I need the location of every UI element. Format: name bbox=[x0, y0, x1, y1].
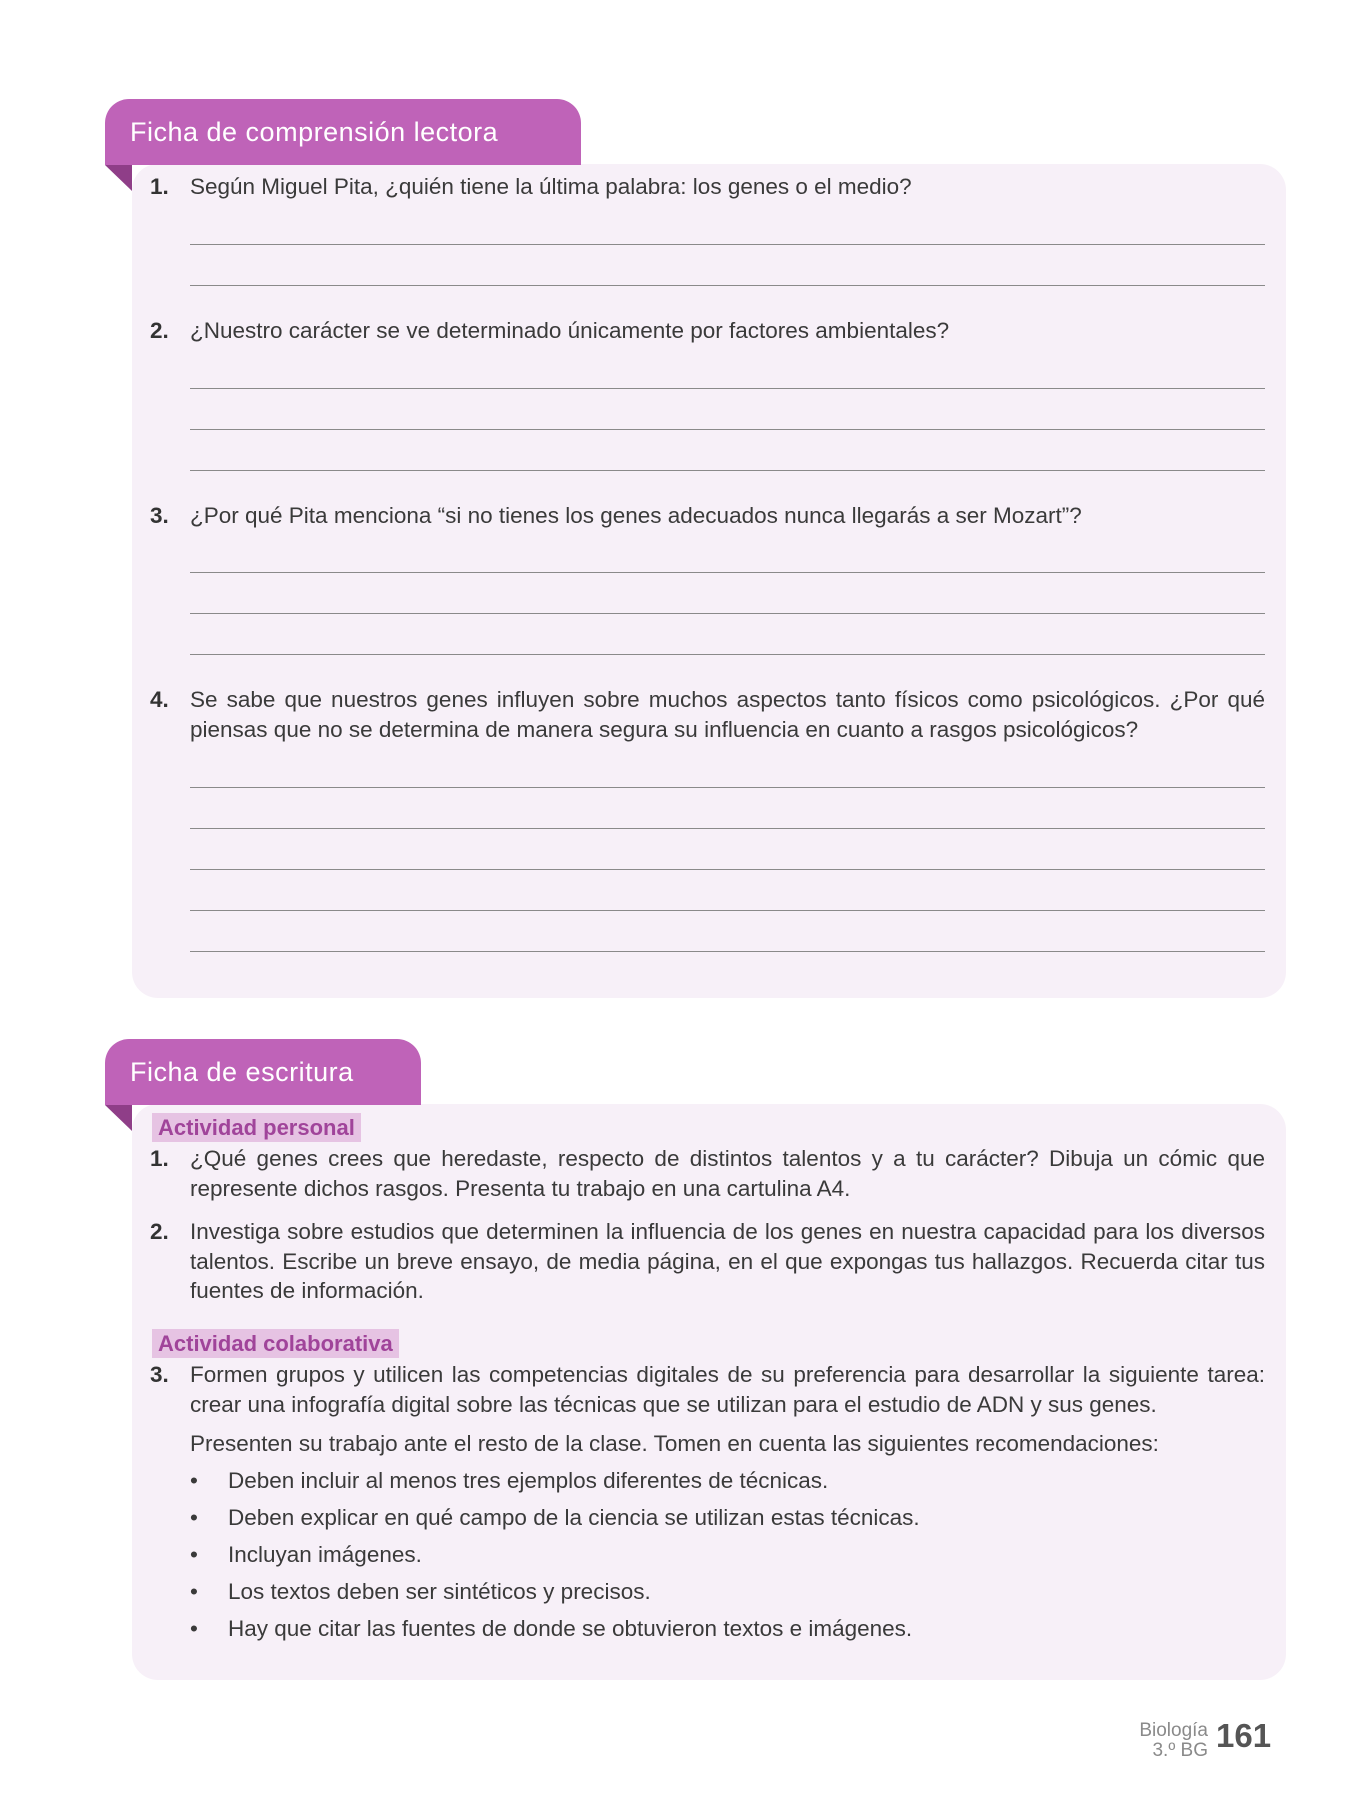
recommendation-text: Incluyan imágenes. bbox=[228, 1542, 422, 1567]
item-number: 1. bbox=[150, 1146, 169, 1171]
question-1 bbox=[150, 172, 1265, 202]
footer-grade: 3.º BG bbox=[1152, 1740, 1208, 1761]
answer-line[interactable] bbox=[190, 388, 1265, 389]
recommendation-text: Los textos deben ser sintéticos y precisos. bbox=[228, 1579, 651, 1604]
item-text: ¿Qué genes crees que heredaste, respecto de distintos talentos y a tu carácter? Dibuja un cómic que represente dichos rasgos. Presenta tu trabajo en una cartulina A4. bbox=[190, 1146, 1265, 1201]
answer-line[interactable] bbox=[190, 470, 1265, 471]
intro-text: Presenten su trabajo ante el resto de la clase. Tomen en cuenta las siguientes recomendaciones: bbox=[190, 1431, 1159, 1456]
item-text: Investiga sobre estudios que determinen la influencia de los genes en nuestra capacidad para los diversos talentos. Escribe un breve ensayo, de media página, en el que expongas tus hallazgos. Recuerda citar tus fuentes de información. bbox=[190, 1219, 1265, 1303]
personal-activity-label: Actividad personal bbox=[152, 1113, 361, 1142]
answer-line[interactable] bbox=[190, 910, 1265, 911]
answer-line[interactable] bbox=[190, 951, 1265, 952]
question-4 bbox=[150, 685, 1265, 745]
question-text: ¿Nuestro carácter se ve determinado únicamente por factores ambientales? bbox=[190, 318, 950, 343]
question-number: 4. bbox=[150, 687, 169, 712]
question-text: Se sabe que nuestros genes influyen sobre muchos aspectos tanto físicos como psicológicos. ¿Por qué piensas que no se determina de manera segura su influencia en cuanto a rasgos psicológicos? bbox=[190, 687, 1265, 742]
question-text: Según Miguel Pita, ¿quién tiene la última palabra: los genes o el medio? bbox=[190, 174, 912, 199]
question-number: 1. bbox=[150, 174, 169, 199]
answer-line[interactable] bbox=[190, 869, 1265, 870]
recommendation-item bbox=[190, 1503, 920, 1533]
answer-line[interactable] bbox=[190, 285, 1265, 286]
question-3 bbox=[150, 501, 1265, 531]
reading-tab-fold bbox=[105, 165, 132, 191]
footer-subject: Biología bbox=[1139, 1720, 1208, 1741]
collaborative-activity-label: Actividad colaborativa bbox=[152, 1329, 399, 1358]
answer-line[interactable] bbox=[190, 244, 1265, 245]
reading-section-title: Ficha de comprensión lectora bbox=[105, 99, 581, 165]
reading-panel bbox=[132, 164, 1286, 998]
recommendation-item bbox=[190, 1540, 422, 1570]
bullet-icon: • bbox=[190, 1542, 198, 1567]
recommendation-text: Deben incluir al menos tres ejemplos diferentes de técnicas. bbox=[228, 1468, 829, 1493]
answer-line[interactable] bbox=[190, 572, 1265, 573]
question-2 bbox=[150, 316, 1265, 346]
answer-line[interactable] bbox=[190, 429, 1265, 430]
recommendation-item bbox=[190, 1614, 912, 1644]
writing-item-1 bbox=[150, 1144, 1265, 1203]
recommendation-item bbox=[190, 1466, 828, 1496]
writing-item-3 bbox=[150, 1360, 1265, 1419]
bullet-icon: • bbox=[190, 1616, 198, 1641]
answer-line[interactable] bbox=[190, 613, 1265, 614]
writing-tab-fold bbox=[105, 1105, 132, 1131]
writing-item-2 bbox=[150, 1217, 1265, 1306]
question-number: 2. bbox=[150, 318, 169, 343]
question-text: ¿Por qué Pita menciona “si no tienes los genes adecuados nunca llegarás a ser Mozart”? bbox=[190, 503, 1082, 528]
question-number: 3. bbox=[150, 503, 169, 528]
answer-line[interactable] bbox=[190, 787, 1265, 788]
recommendations-intro bbox=[150, 1429, 1265, 1459]
bullet-icon: • bbox=[190, 1505, 198, 1530]
answer-line[interactable] bbox=[190, 654, 1265, 655]
item-text: Formen grupos y utilicen las competencias digitales de su preferencia para desarrollar la siguiente tarea: crear una infografía digital sobre las técnicas que se utilizan para el estudio de ADN y sus genes. bbox=[190, 1362, 1265, 1417]
answer-line[interactable] bbox=[190, 828, 1265, 829]
recommendation-item bbox=[190, 1577, 651, 1607]
item-number: 3. bbox=[150, 1362, 169, 1387]
bullet-icon: • bbox=[190, 1579, 198, 1604]
item-number: 2. bbox=[150, 1219, 169, 1244]
bullet-icon: • bbox=[190, 1468, 198, 1493]
page-number: 161 bbox=[1216, 1717, 1272, 1754]
writing-section-title: Ficha de escritura bbox=[105, 1039, 421, 1105]
recommendation-text: Deben explicar en qué campo de la ciencia se utilizan estas técnicas. bbox=[228, 1505, 920, 1530]
recommendation-text: Hay que citar las fuentes de donde se obtuvieron textos e imágenes. bbox=[228, 1616, 913, 1641]
